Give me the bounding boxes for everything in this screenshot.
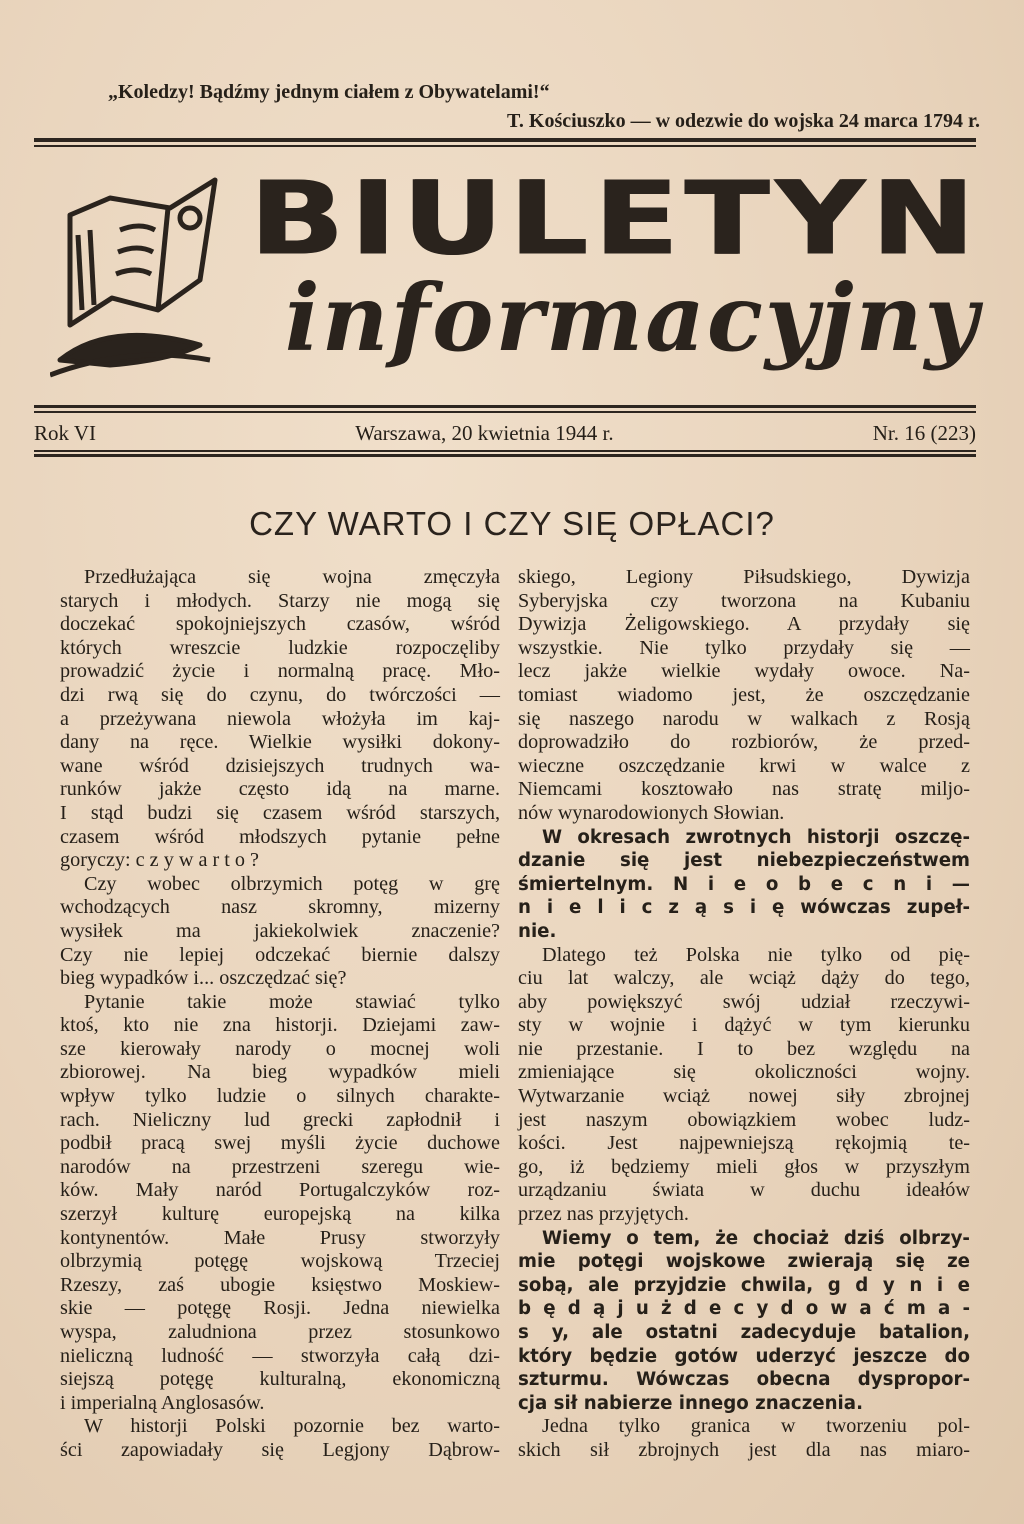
article-headline: CZY WARTO I CZY SIĘ OPŁACI? bbox=[249, 505, 775, 542]
article-line: skiego, Legiony Piłsudskiego, Dywizja bbox=[518, 566, 970, 588]
article-line: Wiemy o tem, że chociaż dziś olbrzy- bbox=[542, 1227, 970, 1249]
article-line: wane wśród dzisiejszych trudnych wa- bbox=[60, 754, 500, 777]
article-line: jest naszym obowiązkiem wobec ludz- bbox=[518, 1108, 970, 1131]
article-line: lecz jakże wielkie wydały owoce. Na- bbox=[518, 660, 970, 683]
article-line: Przedłużająca się wojna zmęczyła bbox=[84, 566, 500, 588]
article-line: czasem wśród młodszych pytanie pełne bbox=[60, 825, 500, 848]
article-line: Wytwarzanie wciąż nowej siły zbrojnej bbox=[518, 1085, 970, 1108]
article-line: Czy wobec olbrzymich potęg w grę bbox=[84, 872, 500, 895]
article-line: zbiorowej. Na bieg wypadków mieli bbox=[60, 1061, 500, 1084]
article-line: narodów na przestrzeni szeregu wie- bbox=[60, 1155, 500, 1178]
article-line: który będzie gotów uderzyć jeszcze do bbox=[518, 1345, 970, 1367]
article-line: wieczne oszczędzanie krwi w walce z bbox=[518, 754, 970, 777]
article-line: szturmu. Wówczas obecna dyspropor- bbox=[518, 1369, 970, 1391]
article-line: Niemcami kosztowało nas stratę miljo- bbox=[518, 778, 970, 801]
article-line: dzi rwą się do czynu, do twórczości — bbox=[60, 683, 500, 706]
article-line: Syberyjska czy tworzona na Kubaniu bbox=[518, 589, 970, 612]
article-line: nieliczną ludność — stworzyła całą dzi- bbox=[60, 1344, 500, 1367]
info-rule-top bbox=[34, 405, 976, 408]
article-line: kontynentów. Małe Prusy stworzyły bbox=[60, 1226, 500, 1249]
article-line: nie przestanie. I to bez względu na bbox=[518, 1037, 970, 1060]
top-rule bbox=[34, 138, 976, 142]
article-line: tomiast wiadomo jest, że oszczędzanie bbox=[518, 683, 970, 706]
article-line: sobą, ale przyjdzie chwila, g d y n i e bbox=[518, 1274, 970, 1296]
article-line: urządzaniu świata w duchu ideałów bbox=[518, 1179, 970, 1202]
article-line: ków. Mały naród Portugalczyków roz- bbox=[60, 1179, 500, 1202]
article-line: olbrzymią potęgę wojskową Trzeciej bbox=[60, 1250, 500, 1273]
masthead-subtitle: informacyjny bbox=[284, 264, 980, 372]
article-line: kości. Jest najpewniejszą rękojmią te- bbox=[518, 1132, 970, 1155]
article-line: doczekać spokojniejszych czasów, wśród bbox=[60, 613, 500, 636]
article-line: wysiłek ma jakiekolwiek znaczenie? bbox=[60, 919, 500, 942]
article-line: zmieniające się okoliczności wojny. bbox=[518, 1061, 970, 1084]
info-rule-top-thin bbox=[34, 411, 976, 413]
article-line: podbił pracą swej myśli życie duchowe bbox=[60, 1132, 500, 1155]
article-line: goryczy: c z y w a r t o ? bbox=[60, 849, 259, 872]
article-line: aby powiększyć swój udział rzeczywi- bbox=[518, 990, 970, 1013]
article-line: wyspa, zaludniona przez stosunkowo bbox=[60, 1321, 500, 1343]
article-line: starych i młodych. Starzy nie mogą się bbox=[60, 589, 500, 612]
info-rule-bottom-thin bbox=[34, 450, 976, 452]
article-line: b ę d ą j u ż d e c y d o w a ć m a - bbox=[518, 1298, 970, 1320]
article-line: rach. Nieliczny lud grecki zapłodnił i bbox=[60, 1108, 500, 1131]
article-line: Czy nie lepiej odczekać biernie dalszy bbox=[60, 943, 500, 966]
article-line: bieg wypadków i... oszczędzać się? bbox=[60, 967, 347, 990]
motto-line-2: T. Kościuszko — w odezwie do wojska 24 marca 1794 r. bbox=[507, 110, 980, 132]
article-column-right bbox=[518, 566, 970, 1463]
article-line: szerzył kulturę europejską na kilka bbox=[60, 1203, 500, 1226]
article-line: dzanie się jest niebezpieczeństwem bbox=[518, 850, 970, 872]
article-line: sty w wojnie i dążyć w tym kierunku bbox=[518, 1014, 970, 1037]
article-line: a przeżywana niewola włożyła im kaj- bbox=[60, 707, 500, 730]
info-rule-bottom bbox=[34, 454, 976, 457]
article-line: skie — potęgę Rosji. Jedna niewielka bbox=[60, 1297, 500, 1320]
article-line: przez nas przyjętych. bbox=[518, 1203, 689, 1226]
article-line: dany na ręce. Wielkie wysiłki dokony- bbox=[60, 731, 500, 754]
article-line: Dlatego też Polska nie tylko od pię- bbox=[542, 943, 970, 966]
issue-year: Rok VI bbox=[34, 421, 97, 445]
article-line: i imperialną Anglosasów. bbox=[60, 1391, 265, 1414]
article-line: wpływ tylko ludzie o silnych charakte- bbox=[60, 1085, 500, 1108]
article-line: ciu lat walczy, ale wciąż dąży do tego, bbox=[518, 967, 970, 990]
article-line: śmiertelnym. N i e o b e c n i — bbox=[518, 873, 970, 895]
article-line: ści zapowiadały się Legjony Dąbrow- bbox=[60, 1438, 500, 1461]
issue-number: Nr. 16 (223) bbox=[872, 421, 976, 445]
top-rule-thin bbox=[34, 145, 976, 147]
article-line: wchodzących nasz skromny, mizerny bbox=[60, 896, 500, 919]
issue-info bbox=[34, 418, 976, 448]
article-line: I stąd budzi się czasem wśród starszych, bbox=[60, 801, 500, 824]
article-line: n i e l i c z ą s i ę wówczas zupeł- bbox=[518, 897, 970, 919]
article-line: W historji Polski pozornie bez warto- bbox=[84, 1415, 500, 1438]
article-line: prowadzić życie i normalną pracę. Mło- bbox=[60, 660, 500, 683]
article-line: nie. bbox=[518, 920, 557, 942]
article-line: wszystkie. Nie tylko przydały się — bbox=[518, 636, 970, 659]
article-line: nów wynarodowionych Słowian. bbox=[518, 801, 785, 824]
article-line: doprowadziło do rozbiorów, że przed- bbox=[518, 731, 970, 754]
article-line: s y, ale ostatni zadecyduje batalion, bbox=[518, 1322, 970, 1343]
article-line: Pytanie takie może stawiać tylko bbox=[84, 990, 500, 1013]
masthead-title: BIULETYN bbox=[248, 160, 980, 279]
article-line: Dywizja Żeligowskiego. A przydały się bbox=[518, 613, 970, 636]
article-line: Rzeszy, zaś ubogie księstwo Moskiew- bbox=[60, 1273, 500, 1296]
article-line: runków jakże często idą na marne. bbox=[60, 778, 500, 801]
article-line: mie potęgi wojskowe zwierają się ze bbox=[518, 1251, 970, 1273]
article-column-left bbox=[60, 566, 500, 1463]
article-line: W okresach zwrotnych historji oszczę- bbox=[542, 826, 970, 848]
article-line: sze kierowały narody o mocnej woli bbox=[60, 1037, 500, 1060]
article-line: ktoś, kto nie zna historji. Dziejami zaw- bbox=[60, 1014, 500, 1037]
article-line: cja sił nabierze innego znaczenia. bbox=[518, 1392, 863, 1414]
issue-place-date: Warszawa, 20 kwietnia 1944 r. bbox=[355, 421, 614, 445]
motto-quote bbox=[100, 78, 980, 136]
motto-line-1: „Koledzy! Bądźmy jednym ciałem z Obywatelami!“ bbox=[108, 81, 550, 103]
article-line: go, iż będziemy mieli głos w przyszłym bbox=[518, 1155, 970, 1178]
article-line: skich sił zbrojnych jest dla nas miaro- bbox=[518, 1438, 970, 1461]
article-line: się naszego narodu w walkach z Rosją bbox=[518, 707, 970, 730]
article-line: siejszą potęgę kulturalną, ekonomiczną bbox=[60, 1368, 500, 1391]
article-line: których wreszcie ludzkie rozpoczęliby bbox=[60, 636, 500, 659]
article-line: Jedna tylko granica w tworzeniu pol- bbox=[542, 1415, 970, 1438]
